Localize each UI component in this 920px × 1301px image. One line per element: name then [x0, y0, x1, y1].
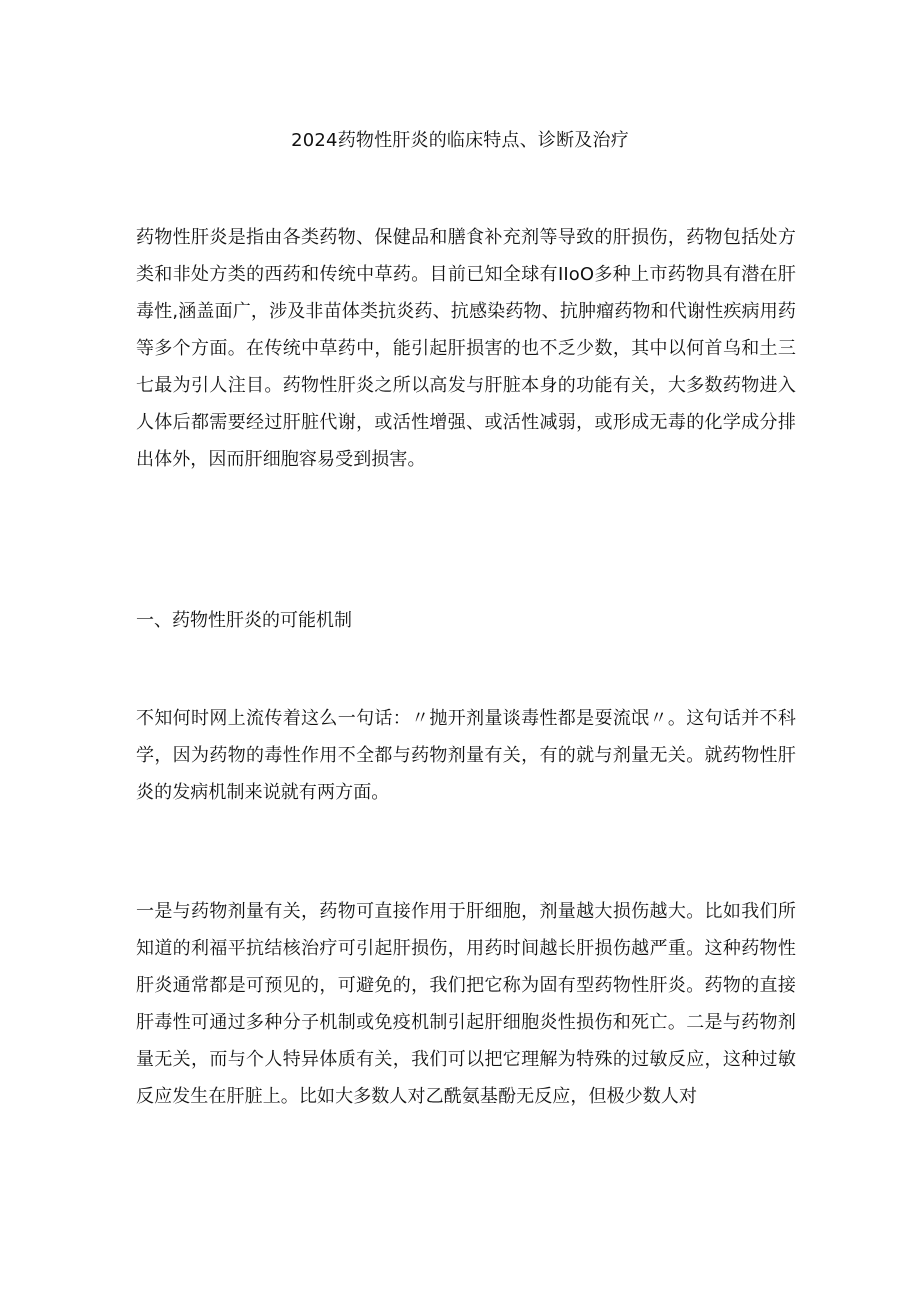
intro-paragraph: 药物性肝炎是指由各类药物、保健品和膳食补充剂等导致的肝损伤，药物包括处方类和非处方类的西药和传统中草药。目前已知全球有IIoO多种上市药物具有潜在肝毒性,涵盖面广，涉及非苗体类抗炎药、抗感染药物、抗肿瘤药物和代谢性疾病用药等多个方面。在传统中草药中，能引起肝损害的也不乏少数，其中以何首乌和土三七最为引人注目。药物性肝炎之所以高发与肝脏本身的功能有关，大多数药物进入人体后都需要经过肝脏代谢，或活性增强、或活性减弱，或形成无毒的化学成分排出体外，因而肝细胞容易受到损害。: [136, 227, 796, 470]
body-paragraph-2: 一是与药物剂量有关，药物可直接作用于肝细胞，剂量越大损伤越大。比如我们所知道的利福平抗结核治疗可引起肝损伤，用药时间越长肝损伤越严重。这种药物性肝炎通常都是可预见的，可避免的，我们把它称为固有型药物性肝炎。药物的直接肝毒性可通过多种分子机制或免疫机制引起肝细胞炎性损伤和死亡。二是与药物剂量无关，而与个人特异体质有关，我们可以把它理解为特殊的过敏反应，这种过敏反应发生在肝脏上。比如大多数人对乙酰氨基酚无反应，但极少数人对: [136, 901, 796, 1107]
section-heading: 一、药物性肝炎的可能机制: [136, 610, 352, 631]
body-paragraph-1: 不知何时网上流传着这么一句话：〃抛开剂量谈毒性都是耍流氓〃。这句话并不科学，因为药物的毒性作用不全都与药物剂量有关，有的就与剂量无关。就药物性肝炎的发病机制来说就有两方面。: [136, 708, 796, 803]
document-title: 2024药物性肝炎的临床特点、诊断及治疗: [291, 130, 629, 151]
